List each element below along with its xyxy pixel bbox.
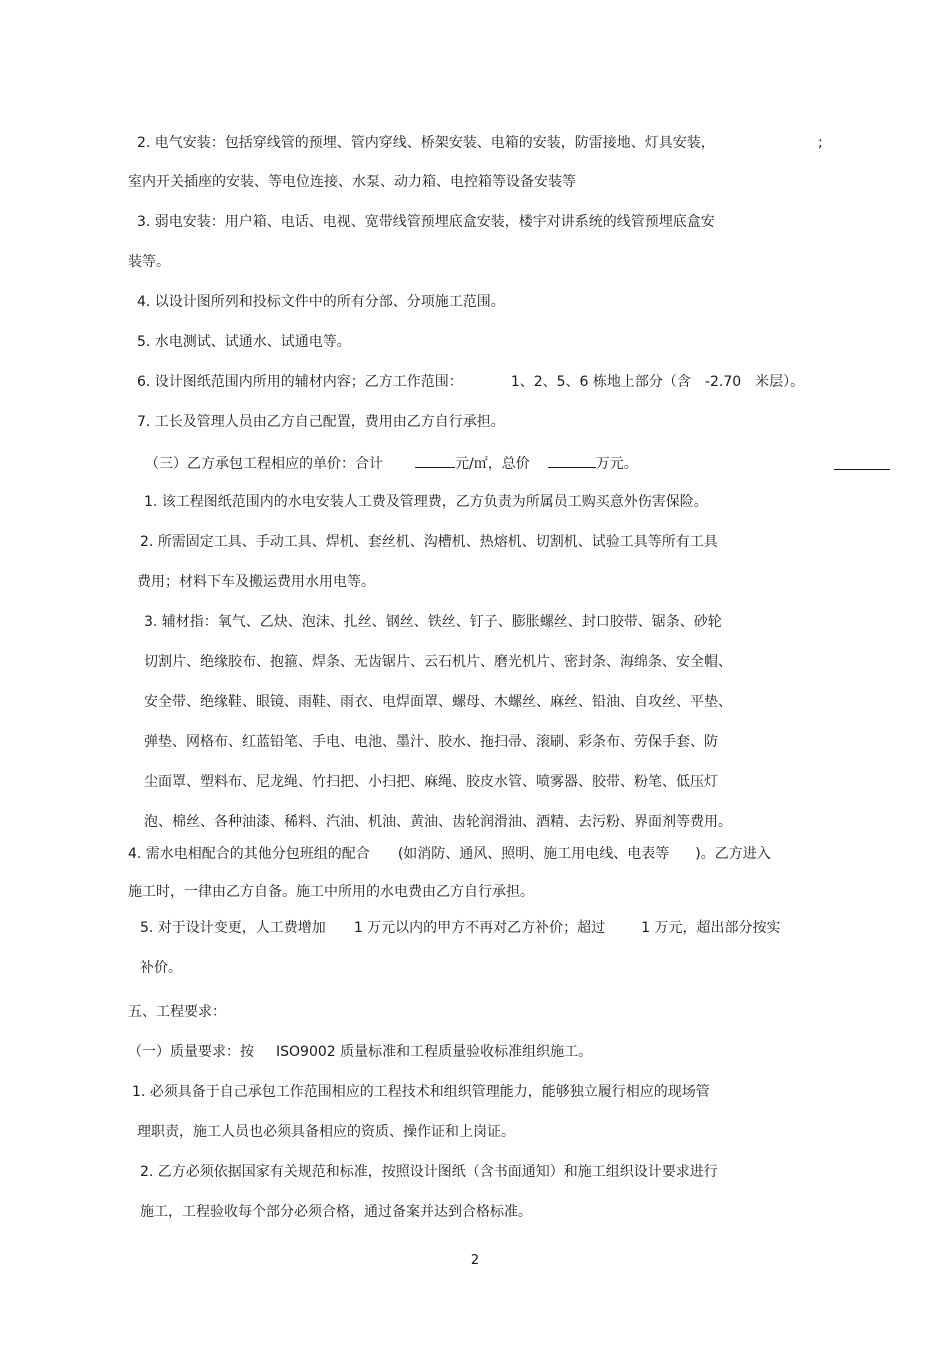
item-scope-drawings: 4. 以设计图所列和投标文件中的所有分部、分项施工范围。 xyxy=(137,294,505,310)
item-auxiliary-materials-cont-2: 安全带、绝缘鞋、眼镜、雨鞋、雨衣、电焊面罩、螺母、木螺丝、麻丝、铅油、自攻丝、平垫、 xyxy=(144,694,732,710)
item-coordination-a: 4. 需水电相配合的其他分包班组的配合 xyxy=(128,846,370,862)
item-coordination xyxy=(128,845,771,863)
item-standards-cont: 施工，工程验收每个部分必须合格，通过备案并达到合格标准。 xyxy=(140,1204,532,1220)
section-quality-requirements xyxy=(128,1043,592,1061)
item-auxiliary-materials-cont-5: 泡、棉丝、各种油漆、稀料、汽油、机油、黄油、齿轮润滑油、酒精、去污粉、界面剂等费用。 xyxy=(144,814,732,830)
item-electrical-install: 2. 电气安装：包括穿线管的预埋、管内穿线、桥架安装、电箱的安装，防雷接地、灯具安装， xyxy=(137,135,715,151)
page-number: 2 xyxy=(470,1253,480,1268)
item-design-change-cont: 补价。 xyxy=(140,960,182,976)
right-margin-blank xyxy=(834,469,890,470)
item-auxiliary-materials-cont-1: 切割片、绝缘胶布、抱箍、焊条、无齿锯片、云石机片、磨光机片、密封条、海绵条、安全帽、 xyxy=(144,654,732,670)
item-auxiliary-scope-a: 6. 设计图纸范围内所用的辅材内容；乙方工作范围： xyxy=(137,374,463,390)
item-design-change-a: 5. 对于设计变更，人工费增加 xyxy=(140,920,326,936)
item-auxiliary-scope-d: 米层）。 xyxy=(755,374,805,390)
section-five-heading: 五、工程要求： xyxy=(128,1004,226,1020)
item-electrical-install-cont: 室内开关插座的安装、等电位连接、水泵、动力箱、电控箱等设备安装等 xyxy=(128,174,576,190)
total-price-blank[interactable] xyxy=(548,453,596,468)
item-design-change-b: 1 万元以内的甲方不再对乙方补价；超过 xyxy=(353,920,606,936)
item-auxiliary-scope xyxy=(137,373,804,391)
item-qualification: 1. 必须具备于自己承包工作范围相应的工程技术和组织管理能力，能够独立履行相应的现场管 xyxy=(132,1084,710,1100)
item-auxiliary-scope-b: 1、2、5、6 栋地上部分（含 xyxy=(510,374,691,390)
section-unit-price-c: 万元。 xyxy=(595,456,638,472)
item-standards: 2. 乙方必须依据国家有关规范和标准，按照设计图纸（含书面通知）和施工组织设计要求进行 xyxy=(140,1164,718,1180)
item-tools: 2. 所需固定工具、手动工具、焊机、套丝机、沟槽机、热熔机、切割机、试验工具等所有工具 xyxy=(140,534,718,550)
item-electrical-install-tail: ; xyxy=(818,135,823,151)
item-labor-fee: 1. 该工程图纸范围内的水电安装人工费及管理费，乙方负责为所属员工购买意外伤害保险。 xyxy=(144,494,708,510)
item-auxiliary-scope-c: -2.70 xyxy=(704,374,742,390)
item-foreman: 7. 工长及管理人员由乙方自己配置，费用由乙方自行承担。 xyxy=(137,414,505,430)
item-auxiliary-materials-cont-4: 尘面罩、塑料布、尼龙绳、竹扫把、小扫把、麻绳、胶皮水管、喷雾器、胶带、粉笔、低压灯 xyxy=(144,774,718,790)
item-auxiliary-materials: 3. 辅材指：氧气、乙炔、泡沫、扎丝、钢丝、铁丝、钉子、膨胀螺丝、封口胶带、锯条、砂轮 xyxy=(144,614,722,630)
section-unit-price-a: （三）乙方承包工程相应的单价：合计 xyxy=(145,456,383,472)
item-testing: 5. 水电测试、试通水、试通电等。 xyxy=(137,334,351,350)
item-qualification-cont: 理职责，施工人员也必须具备相应的资质、操作证和上岗证。 xyxy=(137,1124,515,1140)
section-quality-requirements-b: ISO9002 质量标准和工程质量验收标准组织施工。 xyxy=(276,1044,593,1060)
item-coordination-c: )。乙方进入 xyxy=(695,846,771,862)
item-design-change xyxy=(140,919,781,937)
section-unit-price xyxy=(145,453,638,473)
section-quality-requirements-a: （一）质量要求：按 xyxy=(128,1044,254,1060)
section-unit-price-b: 元/㎡，总价 xyxy=(455,456,530,472)
item-weak-current: 3. 弱电安装：用户箱、电话、电视、宽带线管预埋底盒安装，楼宇对讲系统的线管预埋底盒安 xyxy=(137,214,715,230)
item-coordination-cont: 施工时，一律由乙方自备。施工中所用的水电费由乙方自行承担。 xyxy=(128,884,534,900)
item-design-change-c: 1 万元，超出部分按实 xyxy=(641,920,781,936)
item-tools-cont: 费用；材料下车及搬运费用水用电等。 xyxy=(137,574,375,590)
item-auxiliary-materials-cont-3: 弹垫、网格布、红蓝铅笔、手电、电池、墨汁、胶水、拖扫帚、滚刷、彩条布、劳保手套、防 xyxy=(144,734,718,750)
unit-price-blank[interactable] xyxy=(415,453,455,468)
item-weak-current-cont: 装等。 xyxy=(128,254,170,270)
item-coordination-b: (如消防、通风、照明、施工用电线、电表等 xyxy=(397,846,670,862)
